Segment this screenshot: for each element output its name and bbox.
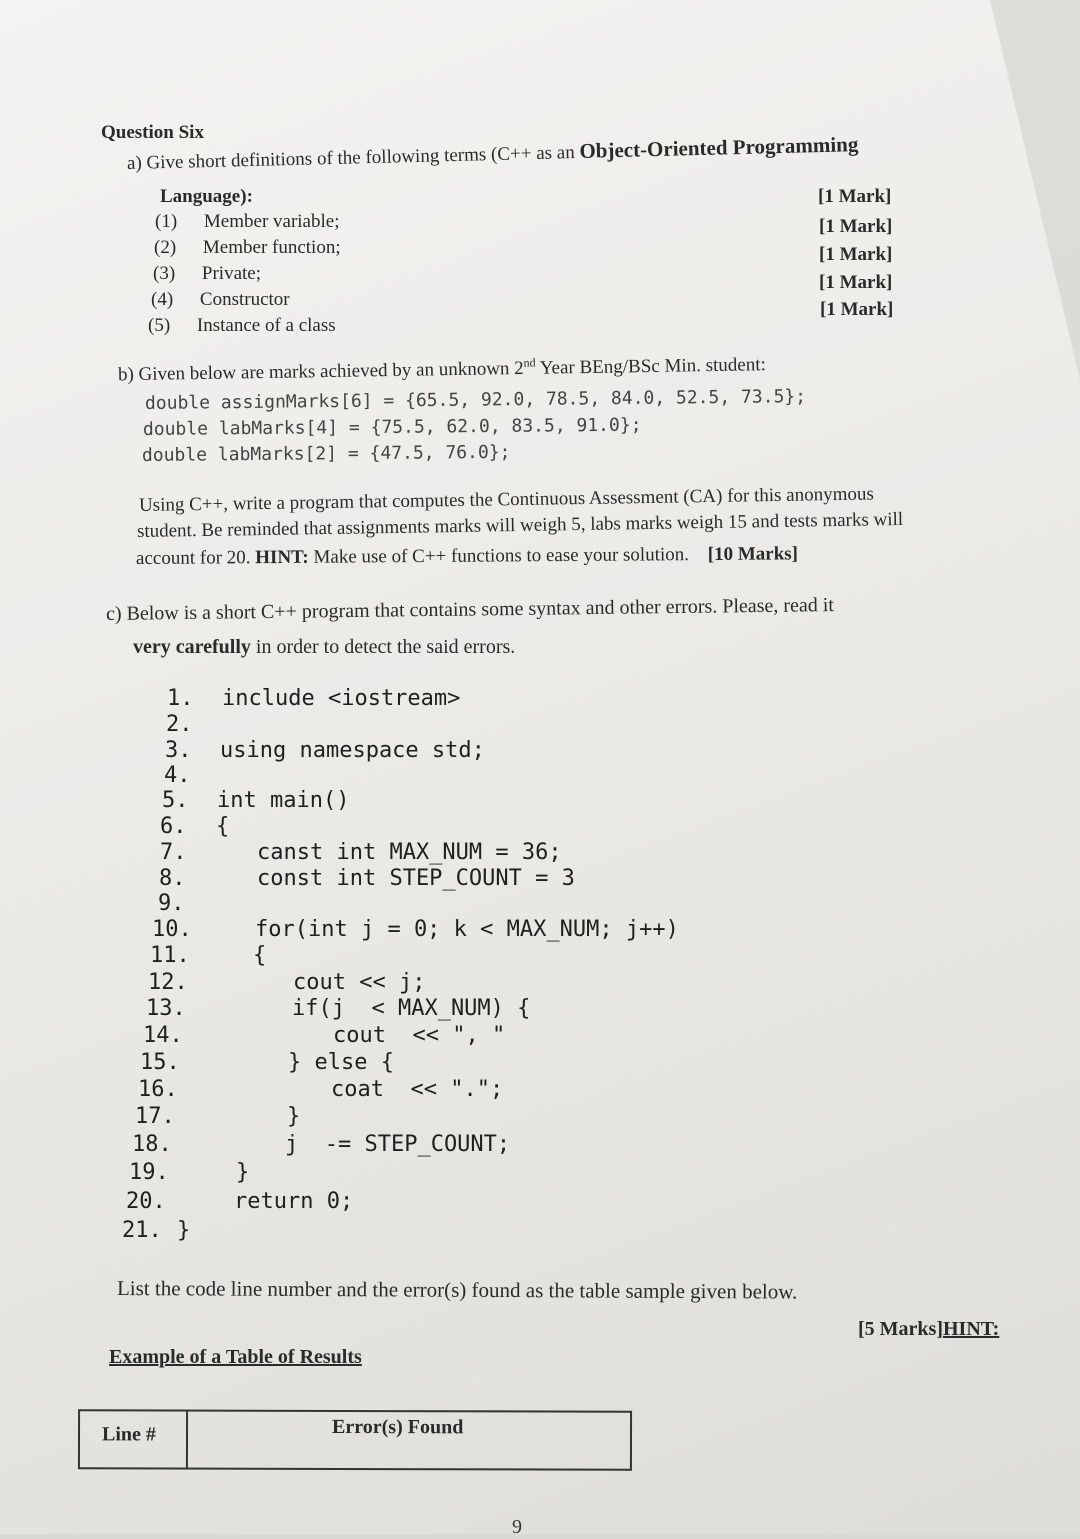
code-line-number: 19.	[129, 1160, 169, 1185]
part-b-label: b)	[117, 364, 135, 386]
code-line-number: 4.	[164, 763, 191, 788]
code-line-text: cout << ", "	[333, 1023, 506, 1048]
part-c-intro2-bold: very carefully	[133, 636, 251, 658]
code-line-text: if(j < MAX_NUM) {	[292, 996, 531, 1021]
part-a-intro	[127, 132, 859, 175]
code-line-number: 5.	[162, 788, 189, 813]
code-line-number: 2.	[166, 712, 193, 737]
item-text: Instance of a class	[196, 315, 336, 336]
code-line	[129, 1160, 250, 1185]
part-b-intro-post: Year BEng/BSc Min. student:	[535, 354, 766, 379]
part-c-marks: [5 Marks]	[858, 1318, 943, 1340]
code-line-text: cout << j;	[293, 970, 426, 995]
part-b-hint-label: HINT:	[255, 546, 309, 569]
code-line-number: 13.	[146, 996, 186, 1021]
code-line	[148, 970, 426, 995]
code-line-number: 1.	[167, 686, 194, 711]
part-b-intro-sup: nd	[523, 355, 536, 370]
code-line-number: 15.	[140, 1050, 180, 1075]
part-a-intro-bold: Object-Oriented Programming	[579, 132, 859, 163]
code-line	[135, 1104, 301, 1129]
code-line-number: 7.	[160, 840, 187, 865]
part-b-para-pre: account for 20.	[135, 547, 251, 569]
code-line	[143, 1023, 506, 1048]
code-line	[146, 996, 531, 1021]
table-header-errors: Error(s) Found	[332, 1415, 464, 1439]
part-b-para-line3	[136, 543, 798, 570]
part-a-item	[148, 315, 336, 337]
array-lab-marks-4: double labMarks[4] = {75.5, 62.0, 83.5, 91.0};	[142, 414, 642, 440]
code-line-number: 10.	[152, 917, 192, 942]
code-line-number: 9.	[158, 891, 185, 916]
code-line-number: 21.	[122, 1218, 162, 1243]
item-marks: [1 Mark]	[820, 299, 894, 320]
code-line-text: for(int j = 0; k < MAX_NUM; j++)	[255, 917, 679, 942]
part-b-intro	[118, 352, 766, 387]
code-line	[152, 917, 679, 942]
code-line-text: }	[287, 1104, 301, 1129]
code-line-number: 6.	[160, 814, 187, 839]
part-c-label: c)	[105, 602, 122, 625]
page-number: 9	[512, 1516, 522, 1538]
item-text: Member variable;	[203, 211, 340, 232]
part-b-para-line2: student. Be reminded that assignments marks will weigh 5, labs marks weigh 15 and tests marks will	[136, 508, 904, 542]
code-line-text: include <iostream>	[222, 686, 461, 711]
example-table-title: Example of a Table of Results	[109, 1346, 362, 1368]
code-line-text: }	[236, 1160, 250, 1185]
code-line	[162, 788, 350, 813]
code-line	[166, 712, 193, 737]
code-line-text: int main()	[217, 788, 350, 813]
code-line-number: 14.	[143, 1023, 183, 1048]
part-a-item	[155, 211, 340, 233]
question-title: Question Six	[101, 122, 204, 143]
part-a-item	[151, 289, 290, 311]
code-line	[140, 1050, 394, 1075]
part-c-marks-hint	[858, 1318, 999, 1341]
code-line	[160, 840, 562, 865]
code-line-text: }	[177, 1218, 191, 1243]
code-line	[167, 686, 461, 711]
part-b-para-post: Make use of C++ functions to ease your solution.	[313, 544, 690, 568]
part-b-para-line1: Using C++, write a program that computes the Continuous Assessment (CA) for this anonymous	[138, 483, 874, 516]
part-a-item	[154, 237, 341, 259]
code-line-text: } else {	[288, 1050, 394, 1075]
code-line-number: 18.	[132, 1132, 172, 1157]
code-line-number: 11.	[150, 943, 190, 968]
part-c-intro2	[133, 636, 515, 659]
item-text: Private;	[201, 263, 262, 284]
code-line-number: 8.	[159, 866, 186, 891]
part-b-marks: [10 Marks]	[707, 543, 799, 566]
part-c-intro2-rest: in order to detect the said errors.	[255, 636, 516, 658]
code-line	[138, 1077, 504, 1102]
code-line-text: coat << ".";	[331, 1077, 504, 1102]
code-line-number: 3.	[165, 738, 192, 763]
page-shadow	[990, 0, 1080, 380]
item-marks: [1 Mark]	[818, 186, 892, 207]
item-number: (5)	[148, 315, 171, 336]
code-line	[165, 738, 485, 763]
part-c-list-instruction: List the code line number and the error(s) found as the table sample given below.	[116, 1276, 798, 1304]
code-line-text: {	[253, 943, 267, 968]
code-line-number: 16.	[138, 1077, 178, 1102]
part-b-intro-pre: Given below are marks achieved by an unknown 2	[138, 357, 524, 386]
code-line	[126, 1189, 354, 1214]
item-number: (2)	[154, 237, 177, 258]
code-line-text: using namespace std;	[220, 738, 485, 763]
code-line-text: return 0;	[234, 1189, 354, 1214]
code-line	[164, 763, 191, 788]
item-text: Constructor	[199, 289, 290, 310]
code-line	[159, 866, 575, 891]
code-line	[122, 1218, 191, 1243]
item-marks: [1 Mark]	[819, 272, 893, 293]
array-assign-marks: double assignMarks[6] = {65.5, 92.0, 78.5, 84.0, 52.5, 73.5};	[144, 386, 807, 414]
part-c-intro	[106, 594, 834, 626]
part-a-label: a)	[126, 152, 143, 174]
code-line	[150, 943, 267, 968]
part-a-intro-text: Give short definitions of the following terms (C++ as an	[146, 142, 575, 174]
item-text: Member function;	[202, 237, 341, 258]
item-number: (1)	[155, 211, 178, 232]
code-line	[158, 891, 185, 916]
part-a-item	[153, 263, 261, 285]
array-lab-marks-2: double labMarks[2] = {47.5, 76.0};	[141, 441, 511, 466]
code-line	[160, 814, 230, 839]
code-line-text: j -= STEP_COUNT;	[285, 1132, 511, 1157]
code-line-number: 12.	[148, 970, 188, 995]
table-header-line: Line #	[101, 1423, 156, 1446]
code-line-text: {	[216, 814, 230, 839]
results-table	[78, 1409, 632, 1470]
code-line	[132, 1132, 511, 1157]
item-marks: [1 Mark]	[819, 244, 893, 265]
part-a-intro-line2: Language):	[160, 186, 253, 207]
item-number: (3)	[153, 263, 176, 284]
part-c-hint: HINT:	[942, 1318, 1000, 1340]
code-line-number: 20.	[126, 1189, 166, 1214]
code-line-text: const int STEP_COUNT = 3	[257, 866, 575, 891]
item-number: (4)	[151, 289, 174, 310]
item-marks: [1 Mark]	[819, 216, 893, 237]
code-line-number: 17.	[135, 1104, 175, 1129]
code-line-text: canst int MAX_NUM = 36;	[257, 840, 562, 865]
part-c-intro-text: Below is a short C++ program that contains some syntax and other errors. Please, read it	[126, 594, 835, 625]
